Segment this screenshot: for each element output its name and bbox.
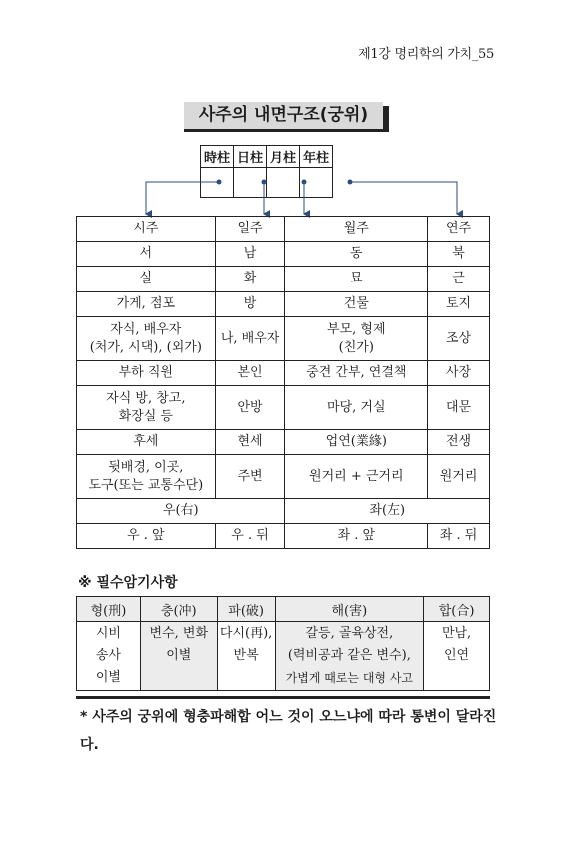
table-cell: 토지 — [428, 292, 490, 317]
dot-year — [348, 180, 353, 185]
col-header-day: 일주 — [215, 217, 285, 242]
memo-cell — [424, 622, 490, 691]
pillar-label-day: 日柱 — [234, 146, 267, 168]
cell-line: 시비 — [95, 626, 121, 641]
cell-line: 다시(再), — [219, 626, 273, 641]
table-cell: 가게, 점포 — [77, 292, 216, 317]
memo-cell — [77, 622, 141, 691]
table-cell: 마당, 거실 — [285, 386, 428, 430]
section-title: 사주의 내면구조(궁위) — [184, 102, 383, 129]
memo-cell — [275, 622, 424, 691]
table-cell: 실 — [77, 267, 216, 292]
memo-header-hyeong: 형(刑) — [77, 597, 141, 622]
memo-cell — [217, 622, 275, 691]
cell-line: 자식, 배우자 — [110, 321, 182, 337]
table-cell: 근 — [428, 267, 490, 292]
table-cell: 화 — [215, 267, 285, 292]
dot-month — [302, 180, 307, 185]
table-cell: 동 — [285, 242, 428, 267]
pillar-label-year: 年柱 — [300, 146, 333, 168]
page-header: 제1강 명리학의 가치_55 — [358, 47, 494, 62]
position-cell: 좌 . 뒤 — [428, 524, 490, 549]
memo-header-hap: 합(合) — [424, 597, 490, 622]
pillar-label-hour: 時柱 — [201, 146, 234, 168]
footnote: * 사주의 궁위에 형충파해합 어느 것이 오느냐에 따라 통변이 달라진다. — [80, 709, 497, 753]
table-cell: 안방 — [215, 386, 285, 430]
table-cell: 방 — [215, 292, 285, 317]
table-cell: 부하 직원 — [77, 361, 216, 386]
col-header-hour: 시주 — [77, 217, 216, 242]
dot-hour — [217, 180, 222, 185]
cell-line: 이별 — [95, 670, 121, 685]
table-cell: 북 — [428, 242, 490, 267]
cell-line: (력비공과 같은 변수), — [287, 648, 411, 663]
col-header-year: 연주 — [428, 217, 490, 242]
memo-header-hae: 해(害) — [275, 597, 424, 622]
table-cell: 조상 — [428, 317, 490, 361]
connector-hour — [146, 182, 219, 214]
cell-line: 가볍게 때로는 대형 사고 — [285, 671, 414, 685]
table-cell: 원거리 — [428, 455, 490, 499]
table-cell: 사장 — [428, 361, 490, 386]
table-cell: 건물 — [285, 292, 428, 317]
table-cell: 서 — [77, 242, 216, 267]
cell-line: 반복 — [233, 648, 259, 663]
col-header-month: 월주 — [285, 217, 428, 242]
cell-line: 화장실 등 — [118, 408, 173, 424]
position-cell: 우 . 뒤 — [215, 524, 285, 549]
memo-title: ※ 필수암기사항 — [78, 575, 178, 591]
table-cell: 원거리 + 근거리 — [285, 455, 428, 499]
cell-line: (친가) — [338, 339, 374, 355]
table-cell: 대문 — [428, 386, 490, 430]
palace-table — [76, 216, 490, 549]
table-cell: 전생 — [428, 430, 490, 455]
position-cell: 우 . 앞 — [77, 524, 216, 549]
pillar-label-month: 月柱 — [267, 146, 300, 168]
table-cell: 중견 간부, 연결책 — [285, 361, 428, 386]
table-cell — [77, 455, 216, 499]
cell-line: 송사 — [95, 648, 121, 663]
table-cell: 남 — [215, 242, 285, 267]
cell-line: 변수, 변화 — [149, 626, 209, 641]
cell-line: 자식 방, 창고, — [106, 390, 186, 406]
table-cell: 나, 배우자 — [215, 317, 285, 361]
table-cell: 주변 — [215, 455, 285, 499]
table-cell: 현세 — [215, 430, 285, 455]
dot-day — [262, 180, 267, 185]
memo-bottom-rule — [76, 696, 490, 699]
connector-year — [350, 182, 457, 214]
table-cell — [285, 317, 428, 361]
direction-right: 우(右) — [77, 499, 285, 524]
table-cell: 후세 — [77, 430, 216, 455]
memo-header-chung: 충(冲) — [140, 597, 217, 622]
memo-cell — [140, 622, 217, 691]
table-cell: 본인 — [215, 361, 285, 386]
cell-line: 만남, — [441, 626, 472, 641]
table-cell — [77, 386, 216, 430]
cell-line: 갈등, 골육상전, — [305, 626, 394, 641]
table-cell: 묘 — [285, 267, 428, 292]
cell-line: 부모, 형제 — [327, 321, 386, 337]
position-cell: 좌 . 앞 — [285, 524, 428, 549]
cell-line: 인연 — [444, 648, 470, 663]
pillar-connectors — [0, 0, 567, 220]
table-cell: 업연(業緣) — [285, 430, 428, 455]
direction-left: 좌(左) — [285, 499, 490, 524]
cell-line: (처가, 시댁), (외가) — [89, 339, 202, 355]
memo-header-pa: 파(破) — [217, 597, 275, 622]
cell-line: 도구(또는 교통수단) — [88, 477, 204, 493]
memo-table — [76, 596, 490, 691]
cell-line: 이별 — [166, 648, 192, 663]
cell-line: 뒷배경, 이곳, — [108, 459, 184, 475]
table-cell — [77, 317, 216, 361]
